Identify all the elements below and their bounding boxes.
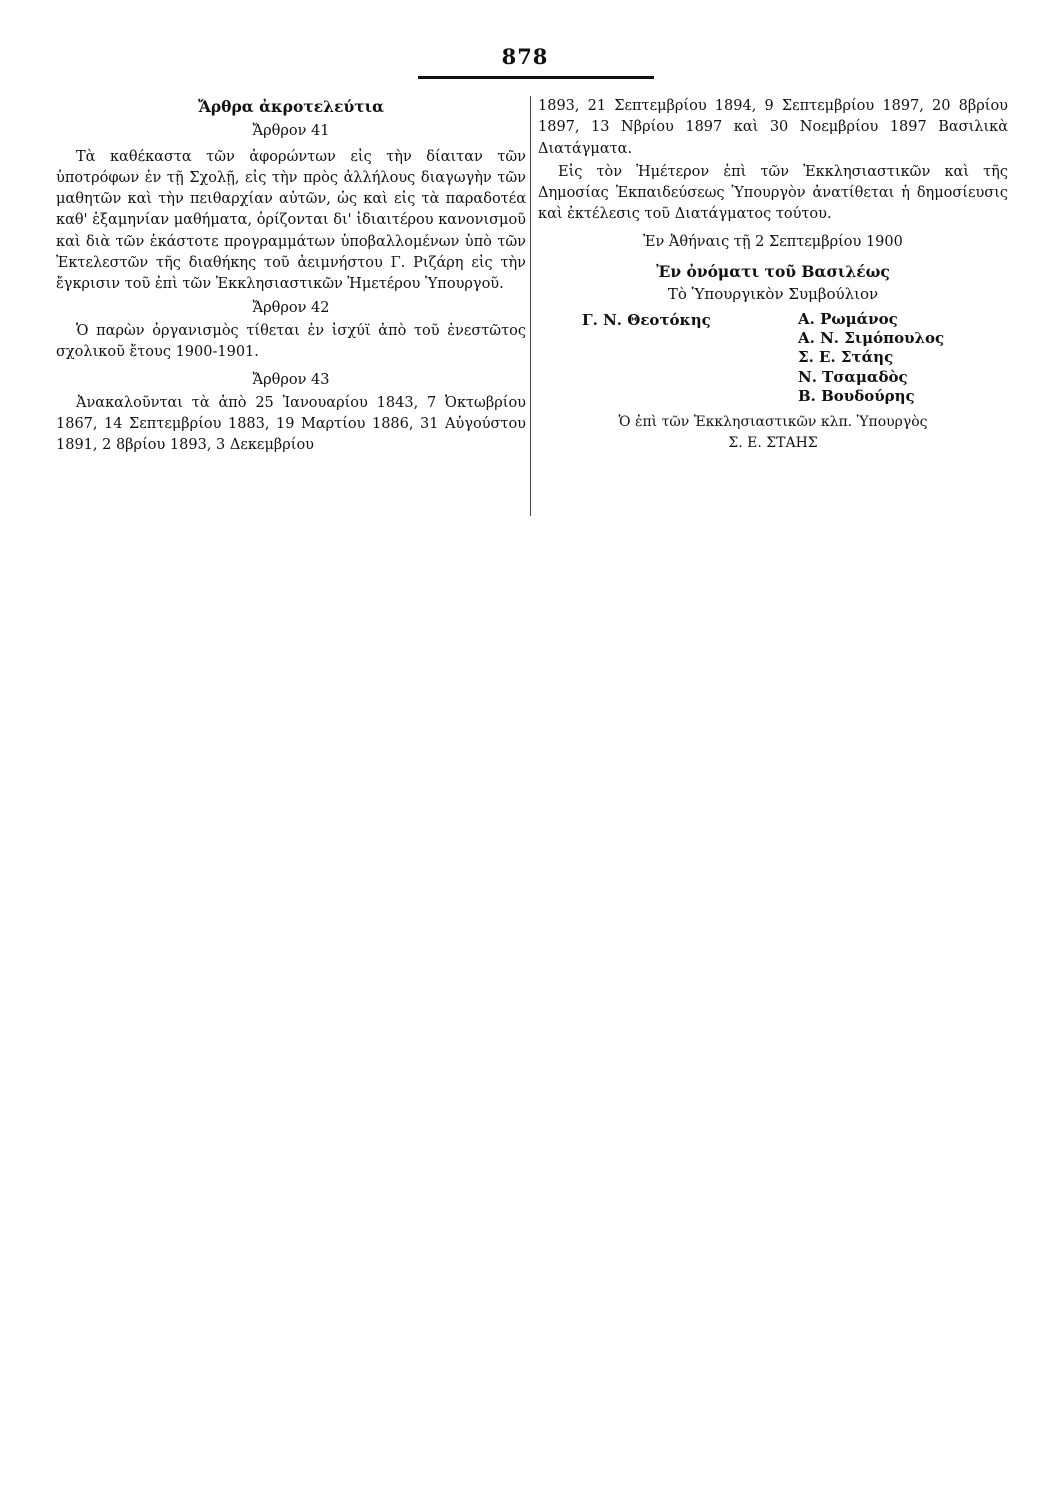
signature-romanos: Α. Ρωμάνος [798, 309, 898, 328]
council-title: Τὸ Ὑπουργικὸν Συμβούλιον [667, 285, 879, 304]
article-41-title: Ἄρθρον 41 [252, 123, 330, 140]
execution-text: Εἰς τὸν Ἡμέτερον ἐπὶ τῶν Ἐκκλησιαστικῶν καὶ τῆς Δημοσίας Ἐκπαιδεύσεως Ὑπουργὸν ἀνατίθεται ἡ δημοσίευσις καὶ ἐκτέλεσις τοῦ Διατάγματος τούτου. [538, 163, 1008, 223]
article-42-title: Ἄρθρον 42 [252, 299, 330, 316]
minister-title: Ὁ ἐπὶ τῶν Ἐκκλησιαστικῶν κλπ. Ὑπουργὸς [618, 413, 928, 430]
article-43-text: Ἀνακαλοῦνται τὰ ἀπὸ 25 Ἰανουαρίου 1843, 7 Ὀκτωβρίου 1867, 14 Σεπτεμβρίου 1883, 19 Μαρτίου 1886, 31 Αὐγούστου 1891, 2 8βρίου 1893, 3 Δεκεμβρίου [56, 394, 526, 454]
signature-tsamados: Ν. Τσαμαδὸς [798, 367, 908, 386]
signature-left: Γ. Ν. Θεοτόκης [582, 310, 711, 329]
signatures [538, 310, 1008, 406]
signature-simopoulos: Α. Ν. Σιμόπουλος [798, 329, 945, 348]
section-heading: Ἄρθρα ἀκροτελεύτια [197, 97, 385, 116]
left-column [56, 96, 526, 457]
signatures-right [798, 310, 944, 407]
signature-stais: Σ. Ε. Στάης [798, 348, 894, 367]
place-date: Ἐν Ἀθήναις τῇ 2 Σεπτεμβρίου 1900 [643, 233, 903, 250]
article-43-title: Ἄρθρον 43 [252, 371, 330, 388]
article-41-text: Τὰ καθέκαστα τῶν ἀφορώντων εἰς τὴν δίαιταν τῶν ὑποτρόφων ἐν τῇ Σχολῇ, εἰς τὴν πρὸς ἀλλήλους διαγωγὴν τῶν μαθητῶν καὶ τὴν πειθαρχίαν αὐτῶν, ὡς καὶ εἰς τὰ παραδοτέα καθ' ἑξαμηνίαν μαθήματα, ὁρίζονται δι' ἰδιαιτέρου κανονισμοῦ καὶ διὰ τῶν ἑκάστοτε προγραμμάτων ὑποβαλλομένων ὑπὸ τῶν Ἐκτελεστῶν τῆς διαθήκης τοῦ ἀειμνήστου Γ. Ριζάρη εἰς τὴν ἔγκρισιν τοῦ ἐπὶ τῶν Ἐκκλησιαστικῶν Ἡμετέρου Ὑπουργοῦ. [56, 148, 526, 293]
page-number: 878 [501, 44, 549, 69]
signature-voudouris: Β. Βουδούρης [798, 387, 915, 406]
article-42-text: Ὁ παρὼν ὀργανισμὸς τίθεται ἐν ἰσχύϊ ἀπὸ τοῦ ἐνεστῶτος σχολικοῦ ἔτους 1900-1901. [56, 322, 526, 361]
column-divider [530, 96, 531, 516]
minister-name: Σ. Ε. ΣΤΑΗΣ [728, 434, 818, 451]
right-column [538, 96, 1008, 454]
in-name-of-king: Ἐν ὀνόματι τοῦ Βασιλέως [656, 262, 890, 282]
header-rule [418, 76, 654, 79]
continuation-text: 1893, 21 Σεπτεμβρίου 1894, 9 Σεπτεμβρίου 1897, 20 8βρίου 1897, 13 Νβρίου 1897 καὶ 30 Νοεμβρίου 1897 Βασιλικὰ Διατάγματα. [538, 98, 1008, 157]
